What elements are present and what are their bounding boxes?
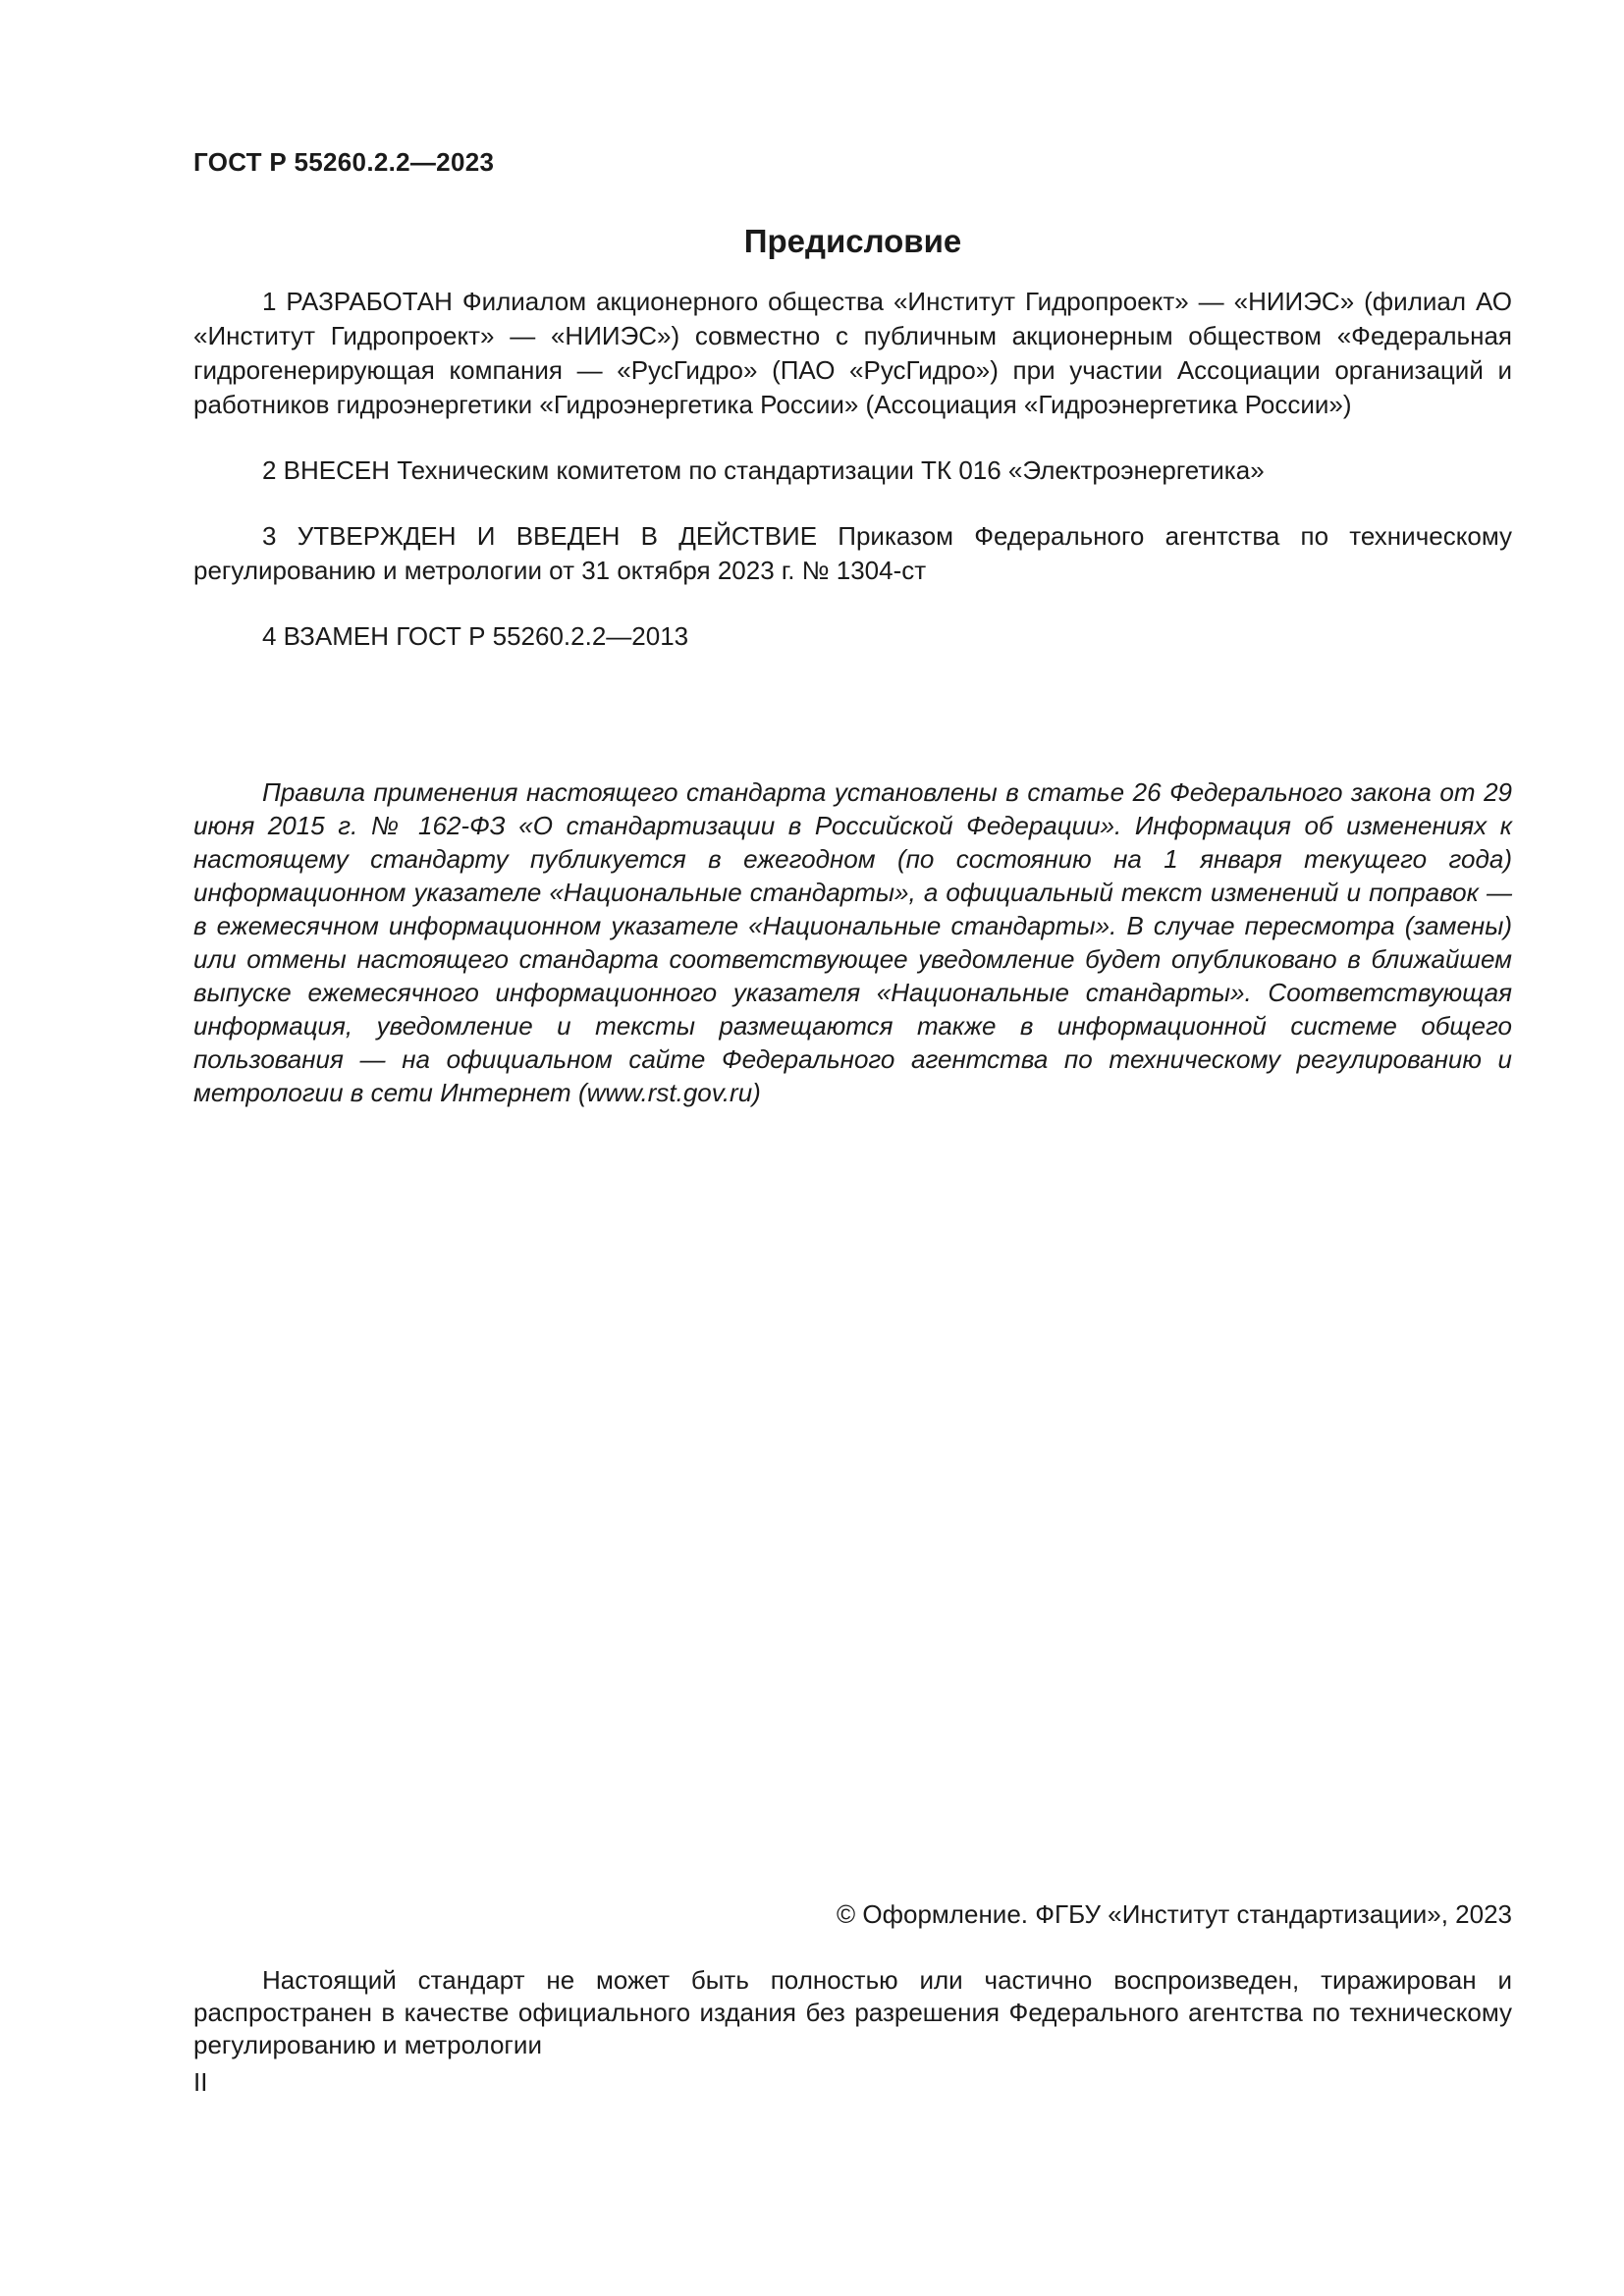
page-title: Предисловие xyxy=(743,223,962,259)
standard-designation: ГОСТ Р 55260.2.2—2023 xyxy=(193,147,495,177)
preface-item-replaces: 4 ВЗАМЕН ГОСТ Р 55260.2.2—2013 xyxy=(262,621,689,651)
application-rules-notice: Правила применения настоящего стандарта установлены в статье 26 Федерального закона от 29 июня 2015 г. № 162-ФЗ «О стандартизации в Российской Федерации». Информация об изменениях к настоящему стандарту публикуется в ежегодном (по состоянию на 1 января текущего года) информационном указателе «Национальные стандарты», а официальный текст изменений и поправок — в ежемесячном информационном указателе «Национальные стандарты». В случае пересмотра (замены) или отмены настоящего стандарта соответствующее уведомление будет опубликовано в ближайшем выпуске ежемесячного информационного указателя «Национальные стандарты». Соответствующая информация, уведомление и тексты размещаются также в информационной системе общего пользования — на официальном сайте Федерального агентства по техническому регулированию и метрологии в сети Интернет (www.rst.gov.ru) xyxy=(193,777,1512,1107)
preface-item-approved: 3 УТВЕРЖДЕН И ВВЕДЕН В ДЕЙСТВИЕ Приказом Федерального агентства по техническому регулированию и метрологии от 31 октября 2023 г. № 1304-ст xyxy=(193,521,1512,585)
page-number: II xyxy=(193,2067,208,2097)
copyright-line: © Оформление. ФГБУ «Институт стандартизации», 2023 xyxy=(837,1899,1512,1929)
preface-list xyxy=(193,285,1512,685)
preface-item-developed: 1 РАЗРАБОТАН Филиалом акционерного общества «Институт Гидропроект» — «НИИЭС» (филиал АО «Институт Гидропроект» — «НИИЭС») совместно с публичным акционерным обществом «Федеральная гидрогенерирующая компания — «РусГидро» (ПАО «РусГидро») при участии Ассоциации организаций и работников гидроэнергетики «Гидроэнергетика России» (Ассоциация «Гидроэнергетика России») xyxy=(193,287,1512,419)
preface-item-introduced: 2 ВНЕСЕН Техническим комитетом по стандартизации ТК 016 «Электроэнергетика» xyxy=(262,455,1265,485)
reproduction-notice: Настоящий стандарт не может быть полностью или частично воспроизведен, тиражирован и распространен в качестве официального издания без разрешения Федерального агентства по техническому регулированию и метрологии xyxy=(193,1965,1512,2059)
